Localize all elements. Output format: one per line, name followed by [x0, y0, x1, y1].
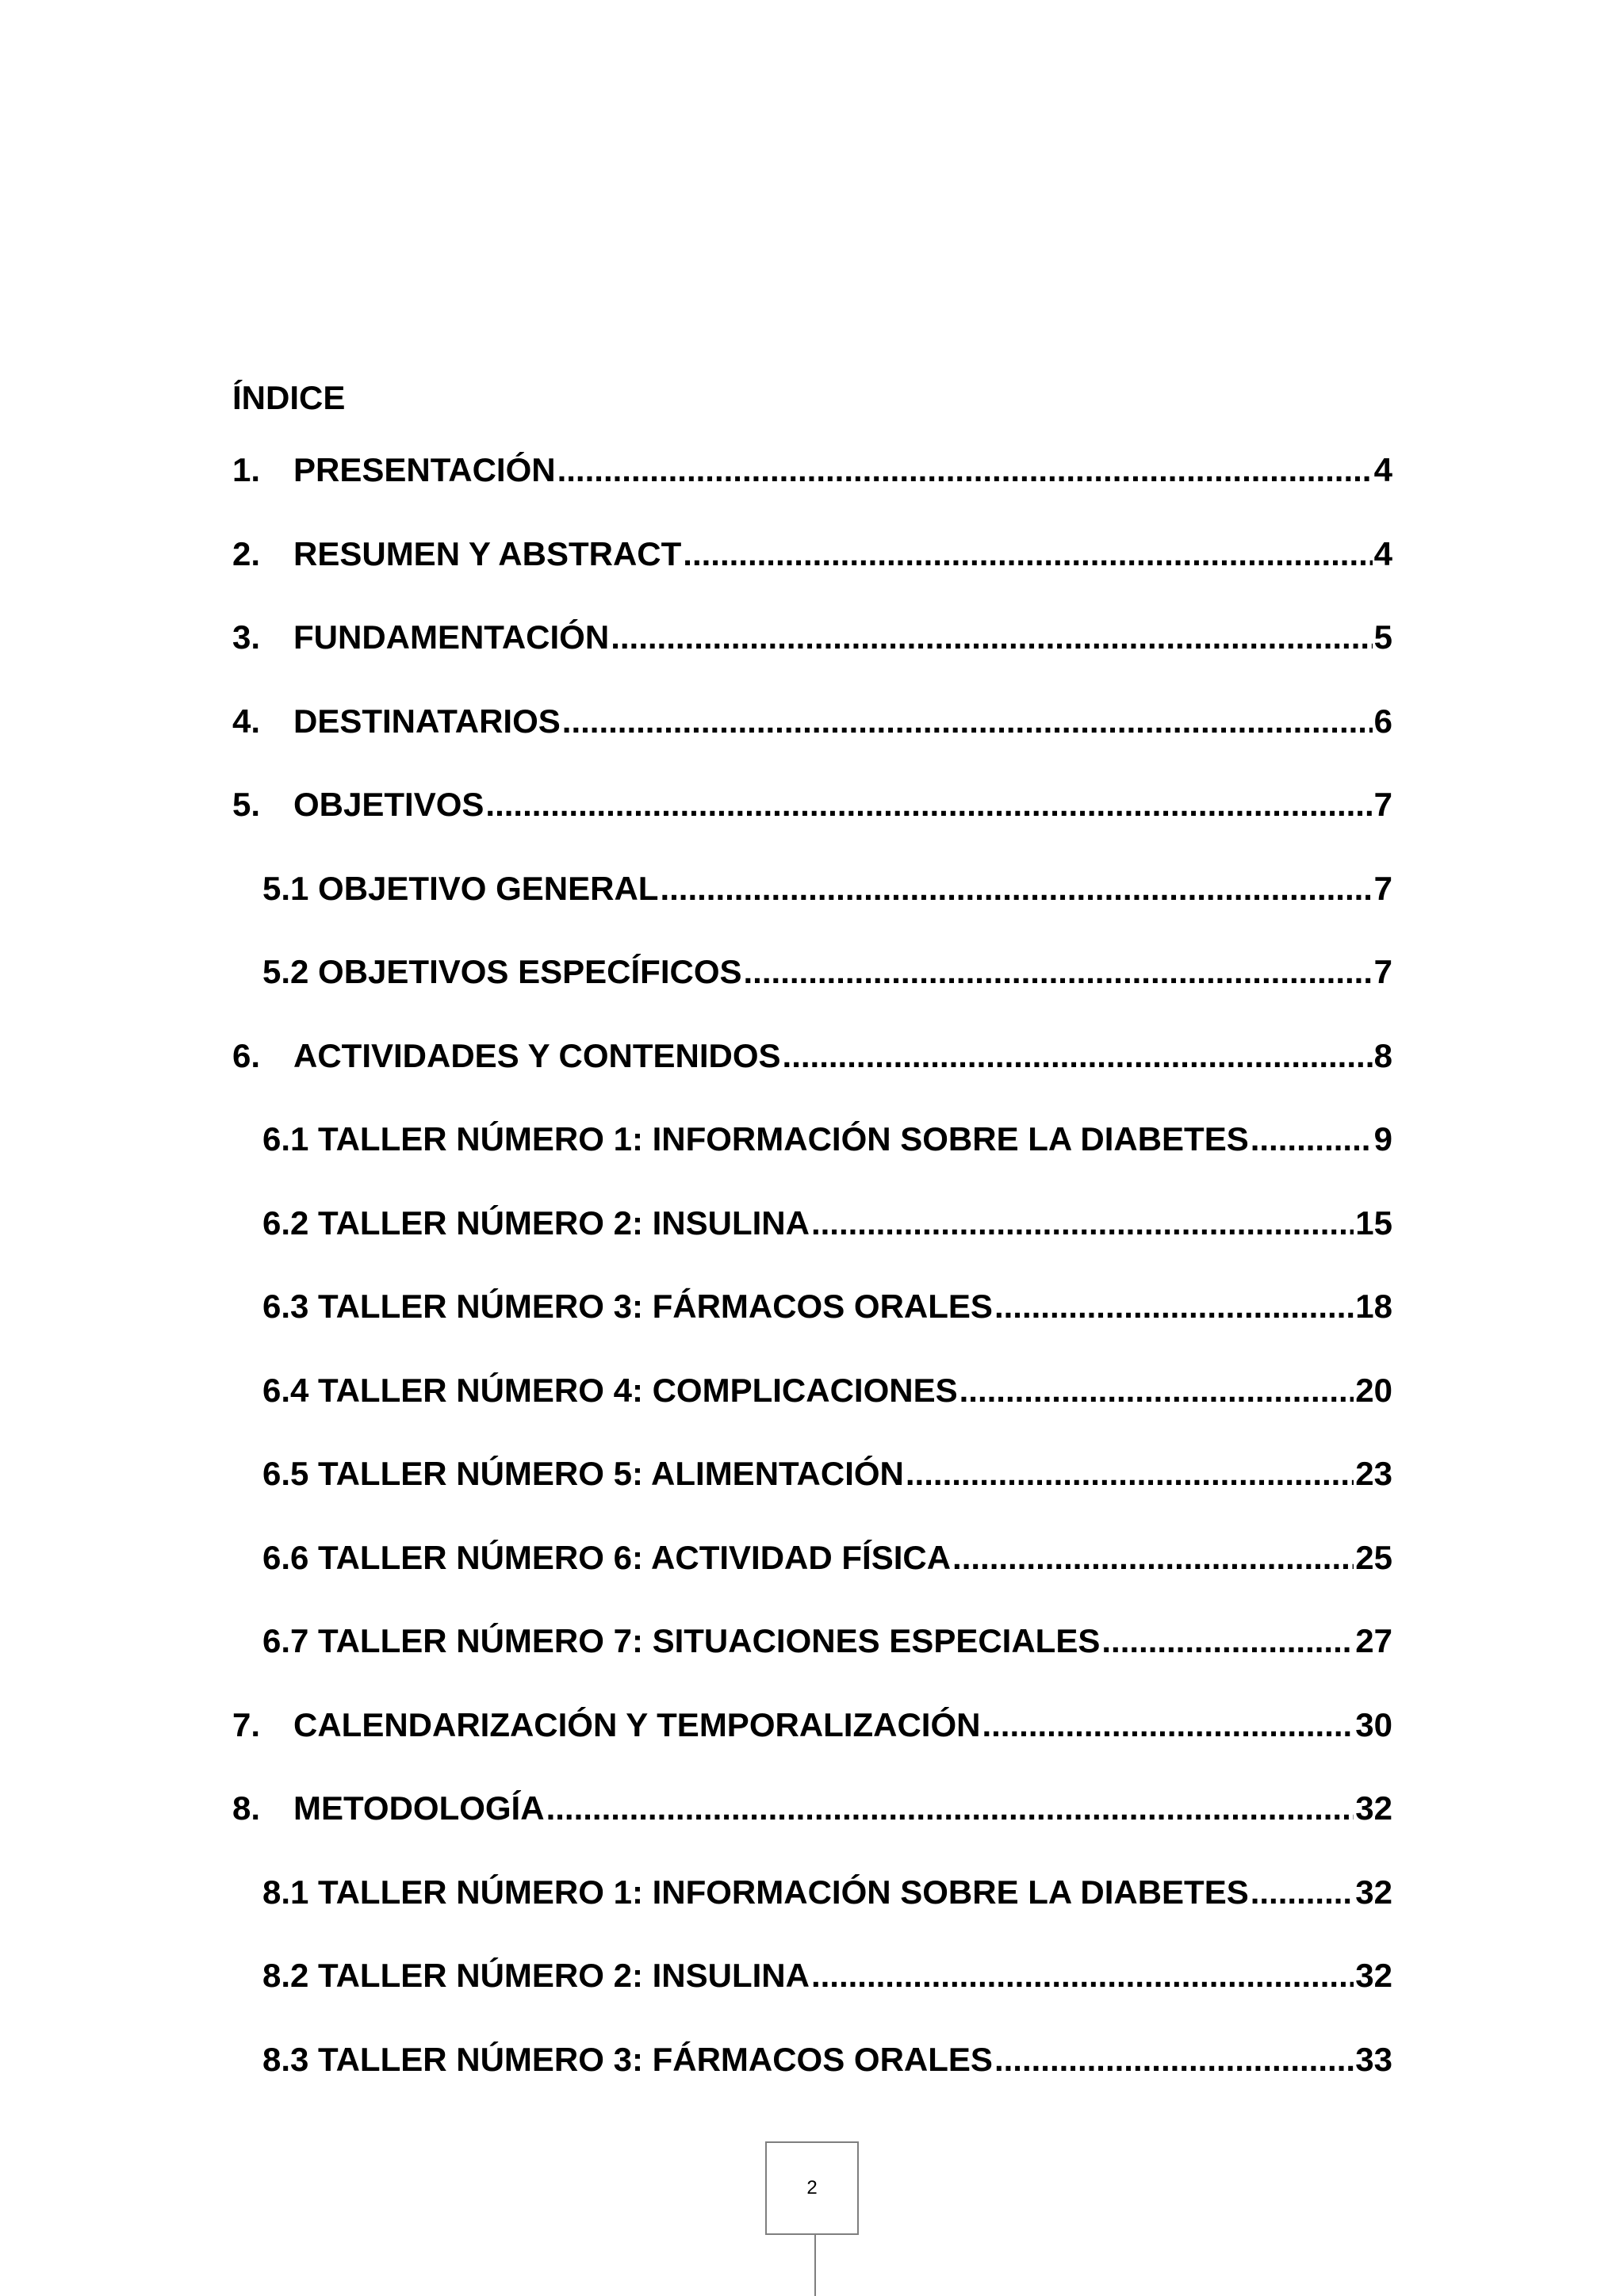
toc-entry-title: PRESENTACIÓN [293, 451, 556, 488]
toc-entry[interactable] [262, 1954, 1392, 1998]
toc-dot-leader [1251, 1870, 1354, 1915]
toc-entry-page: 7 [1373, 870, 1392, 907]
toc-entry-page: 23 [1355, 1455, 1392, 1492]
toc-dot-leader [485, 783, 1372, 827]
toc-heading: ÍNDICE [232, 379, 346, 416]
toc-entry-title: RESUMEN Y ABSTRACT [293, 535, 682, 572]
toc-dot-leader [546, 1786, 1354, 1831]
toc-dot-leader [1251, 1117, 1373, 1161]
toc-entry[interactable] [232, 615, 1392, 660]
toc-entry-title: OBJETIVOS [293, 786, 485, 823]
toc-entry-page: 9 [1373, 1120, 1392, 1158]
toc-dot-leader [660, 867, 1372, 911]
toc-dot-leader [557, 448, 1373, 492]
toc-entry-title: 5.1 OBJETIVO GENERAL [262, 870, 659, 907]
toc-entry-page: 32 [1355, 1789, 1392, 1827]
toc-entry-number: 5. [232, 786, 261, 823]
toc-dot-leader [811, 1201, 1354, 1246]
toc-entry[interactable] [262, 1452, 1392, 1496]
toc-entry[interactable] [262, 1870, 1392, 1915]
toc-entry[interactable] [262, 1117, 1392, 1161]
toc-entry-title: 6.2 TALLER NÚMERO 2: INSULINA [262, 1204, 810, 1242]
toc-entry[interactable] [232, 1786, 1392, 1831]
toc-entry-number: 6. [232, 1037, 261, 1074]
toc-entry-page: 27 [1355, 1622, 1392, 1659]
toc-entry[interactable] [262, 2038, 1392, 2082]
toc-entry-title: METODOLOGÍA [293, 1789, 545, 1827]
toc-entry-number: 8. [232, 1789, 261, 1827]
toc-entry-page: 25 [1355, 1539, 1392, 1576]
toc-entry-page: 6 [1373, 702, 1392, 740]
toc-dot-leader [994, 1284, 1354, 1329]
toc-entry-number: 7. [232, 1706, 261, 1743]
toc-entry-title: 8.3 TALLER NÚMERO 3: FÁRMACOS ORALES [262, 2041, 993, 2078]
toc-dot-leader [994, 2038, 1354, 2082]
toc-entry-title: 6.7 TALLER NÚMERO 7: SITUACIONES ESPECIALES [262, 1622, 1101, 1659]
toc-entry-page: 8 [1373, 1037, 1392, 1074]
page-number: 2 [806, 2177, 818, 2198]
toc-entry-page: 15 [1355, 1204, 1392, 1242]
toc-entry-number: 3. [232, 618, 261, 656]
toc-entry[interactable] [262, 1619, 1392, 1663]
toc-dot-leader [811, 1954, 1354, 1998]
toc-dot-leader [952, 1536, 1354, 1580]
toc-entry[interactable] [262, 1536, 1392, 1580]
toc-entry-page: 20 [1355, 1372, 1392, 1409]
toc-entry[interactable] [232, 699, 1392, 744]
toc-entry-page: 7 [1373, 953, 1392, 990]
toc-entry-title: 8.1 TALLER NÚMERO 1: INFORMACIÓN SOBRE LA DIABETES [262, 1873, 1249, 1911]
page-number-box [765, 2141, 859, 2235]
toc-dot-leader [744, 950, 1373, 994]
toc-entry[interactable] [232, 448, 1392, 492]
toc-entry[interactable] [232, 1034, 1392, 1078]
toc-dot-leader [906, 1452, 1354, 1496]
toc-entry-title: DESTINATARIOS [293, 702, 561, 740]
toc-entry-page: 30 [1355, 1706, 1392, 1743]
toc-entry-page: 7 [1373, 786, 1392, 823]
toc-dot-leader [611, 615, 1372, 660]
toc-entry-title: 6.3 TALLER NÚMERO 3: FÁRMACOS ORALES [262, 1288, 993, 1325]
toc-entry[interactable] [232, 783, 1392, 827]
toc-entry-page: 18 [1355, 1288, 1392, 1325]
toc-entry-title: CALENDARIZACIÓN Y TEMPORALIZACIÓN [293, 1706, 981, 1743]
page-number-connector-line [814, 2235, 816, 2296]
toc-entry[interactable] [262, 950, 1392, 994]
toc-entry[interactable] [232, 1703, 1392, 1747]
toc-dot-leader [959, 1368, 1354, 1413]
toc-dot-leader [683, 532, 1372, 576]
toc-entry-title: 5.2 OBJETIVOS ESPECÍFICOS [262, 953, 742, 990]
toc-entry[interactable] [262, 1368, 1392, 1413]
toc-entry[interactable] [262, 1284, 1392, 1329]
toc-entry-title: 8.2 TALLER NÚMERO 2: INSULINA [262, 1957, 810, 1994]
toc-entry-title: 6.6 TALLER NÚMERO 6: ACTIVIDAD FÍSICA [262, 1539, 952, 1576]
toc-entry-page: 5 [1373, 618, 1392, 656]
toc-entry-page: 4 [1373, 451, 1392, 488]
toc-dot-leader [562, 699, 1373, 744]
toc-dot-leader [982, 1703, 1354, 1747]
toc-entry[interactable] [232, 532, 1392, 576]
toc-entry-page: 32 [1355, 1957, 1392, 1994]
toc-entry-title: ACTIVIDADES Y CONTENIDOS [293, 1037, 781, 1074]
toc-entry-page: 32 [1355, 1873, 1392, 1911]
toc-entry-page: 4 [1373, 535, 1392, 572]
toc-entry[interactable] [262, 1201, 1392, 1246]
toc-dot-leader [783, 1034, 1373, 1078]
toc-entry[interactable] [262, 867, 1392, 911]
toc-entry-number: 2. [232, 535, 261, 572]
toc-dot-leader [1101, 1619, 1354, 1663]
toc-entry-title: 6.4 TALLER NÚMERO 4: COMPLICACIONES [262, 1372, 958, 1409]
toc-entry-page: 33 [1355, 2041, 1392, 2078]
toc-entry-title: FUNDAMENTACIÓN [293, 618, 610, 656]
toc-entry-number: 1. [232, 451, 261, 488]
toc-entry-number: 4. [232, 702, 261, 740]
toc-entry-title: 6.1 TALLER NÚMERO 1: INFORMACIÓN SOBRE LA DIABETES [262, 1120, 1249, 1158]
toc-entry-title: 6.5 TALLER NÚMERO 5: ALIMENTACIÓN [262, 1455, 904, 1492]
